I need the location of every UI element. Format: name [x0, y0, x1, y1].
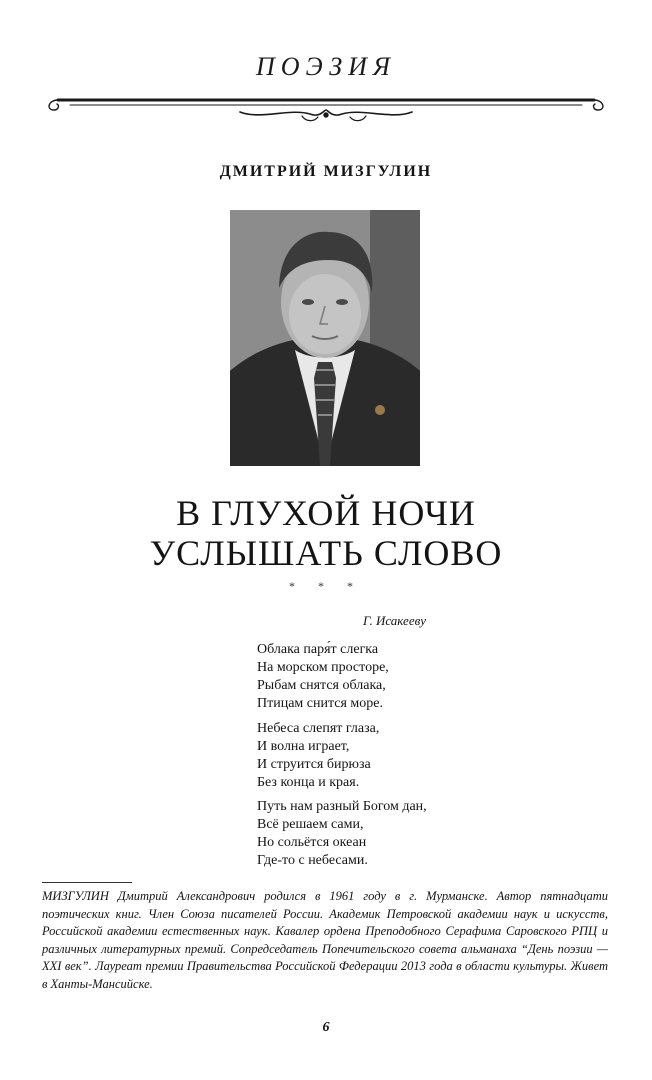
asterism: * * * [289, 579, 363, 593]
author-name: ДМИТРИЙ МИЗГУЛИН [219, 163, 433, 180]
stanza-1 [257, 641, 389, 713]
poem-title-line-2: УСЛЫШАТЬ СЛОВО [149, 533, 503, 573]
poem-line: Рыбам снятся облака, [257, 678, 386, 693]
stanza-3 [257, 798, 427, 870]
page-number: 6 [322, 1020, 330, 1035]
author-biography: МИЗГУЛИН Дмитрий Александрович родился в 1961 году в г. Мурманске. Автор пятнадцати поэтических книг. Член Союза писателей России. Академик Петровской академии наук и искусств, Российской академии естественных наук. Кавалер ордена Преподобного Серафима Саровского РПЦ и различных литературных премий. Сопредседатель Попечительского совета альманаха “День поэзии — XXI век”. Лауреат премии Правительства Российской Федерации 2013 года в области культуры. Живет в Ханты-Мансийске. [42, 889, 608, 991]
poem-line: Путь нам разный Богом дан, [257, 799, 427, 814]
poem-line: На морском просторе, [257, 660, 389, 675]
poem-line: Всё решаем сами, [257, 817, 364, 832]
poem-line: И струится бирюза [257, 757, 371, 772]
poem-line: Без конца и края. [257, 775, 360, 790]
footnote-rule [42, 882, 132, 883]
poem-line: Но сольётся океан [257, 835, 367, 850]
ornament-divider [40, 88, 612, 128]
stanza-2 [257, 720, 379, 792]
dedication: Г. Исакееву [363, 613, 426, 628]
section-title: ПОЭЗИЯ [256, 52, 396, 81]
author-portrait [230, 210, 420, 466]
poem-line: Небеса слепят глаза, [257, 721, 380, 736]
poem-line: И волна играет, [257, 739, 350, 754]
poem-line: Облака паря́т слегка [257, 642, 379, 657]
poem-title [0, 493, 652, 573]
poem-title-line-1: В ГЛУХОЙ НОЧИ [176, 493, 476, 533]
poem-line: Где-то с небесами. [257, 853, 368, 868]
poem-line: Птицам снится море. [257, 696, 383, 711]
